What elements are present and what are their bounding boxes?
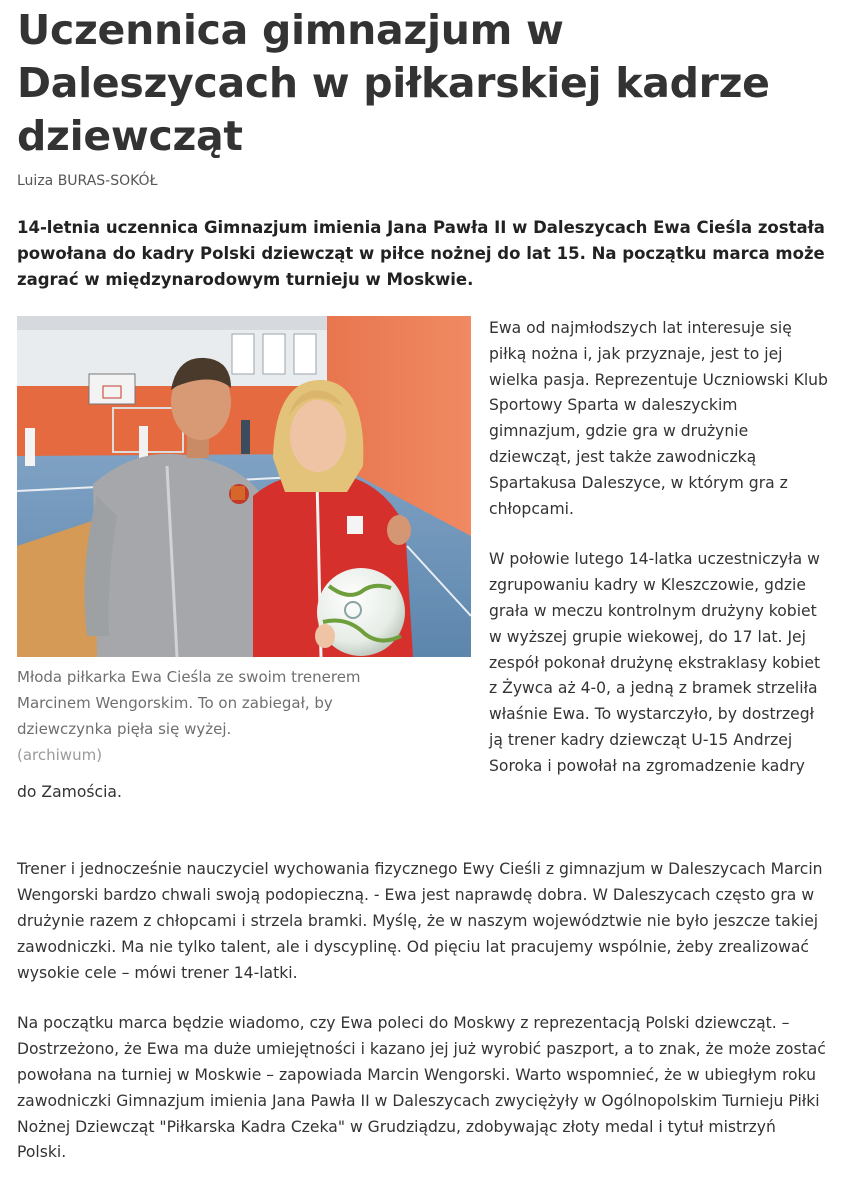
article — [17, 0, 829, 1166]
paragraph-4: Na początku marca będzie wiadomo, czy Ewa poleci do Moskwy z reprezentacją Polski dziewcząt. – Dostrzeżono, że Ewa ma duże umiejętności i kazano jej już wyrobić paszport, a to znak, że może zostać powołana na turniej w Moskwie – zapowiada Marcin Wengorski. Warto wspomnieć, że w ubiegłym roku zawodniczki Gimnazjum imienia Jana Pawła II w Daleszycach zwyciężyły w Ogólnopolskim Turnieju Piłki Nożnej Dziewcząt "Piłkarska Kadra Czeka" w Grudziądzu, zdobywając złoty medal i tytuł mistrzyń Polski. — [17, 1014, 826, 1162]
photo-caption-text: Młoda piłkarka Ewa Cieśla ze swoim trenerem Marcinem Wengorskim. To on zabiegał, by dziewczynka pięła się wyżej. — [17, 668, 361, 738]
article-photo[interactable] — [17, 316, 471, 657]
article-body — [17, 316, 829, 1166]
article-title: Uczennica gimnazjum w Daleszycach w piłkarskiej kadrze dziewcząt — [17, 6, 770, 160]
photo-figure — [17, 316, 471, 768]
photo-caption — [17, 664, 471, 768]
article-author: Luiza BURAS-SOKÓŁ — [17, 173, 158, 189]
paragraph-2: W połowie lutego 14-latka uczestniczyła w zgrupowaniu kadry w Kleszczowie, gdzie grała w meczu kontrolnym drużyny kobiet w wyższej grupie wiekowej, do 17 lat. Jej zespół pokonał drużynę ekstraklasy kobiet z Żywca aż 4-0, a jedną z bramek strzeliła właśnie Ewa. To wystarczyło, by dostrzegł ją trener kadry dziewcząt U-15 Andrzej Soroka i powołał na zgromadzenie kadry do Zamościa. — [17, 550, 821, 801]
photo-illustration — [17, 316, 471, 657]
photo-credit: (archiwum) — [17, 746, 103, 764]
paragraph-3: Trener i jednocześnie nauczyciel wychowania fizycznego Ewy Cieśli z gimnazjum w Daleszycach Marcin Wengorski bardzo chwali swoją podopieczną. - Ewa jest naprawdę dobra. W Daleszycach często gra w drużynie razem z chłopcami i strzela bramki. Myślę, że w naszym województwie nie było jeszcze takiej zawodniczki. Ma nie tylko talent, ale i dyscyplinę. Od pięciu lat pracujemy wspólnie, żeby zrealizować wysokie cele – mówi trener 14-latki. — [17, 860, 823, 982]
paragraph-1: Ewa od najmłodszych lat interesuje się piłką nożna i, jak przyznaje, jest to jej wielka pasja. Reprezentuje Uczniowski Klub Sportowy Sparta w daleszyckim gimnazjum, gdzie gra w drużynie dziewcząt, jest także zawodniczką Spartakusa Daleszyce, w którym gra z chłopcami. — [489, 319, 828, 518]
article-lead: 14-letnia uczennica Gimnazjum imienia Jana Pawła II w Daleszycach Ewa Cieśla została powołana do kadry Polski dziewcząt w piłce nożnej do lat 15. Na początku marca może zagrać w międzynarodowym turnieju w Moskwie. — [17, 218, 825, 289]
